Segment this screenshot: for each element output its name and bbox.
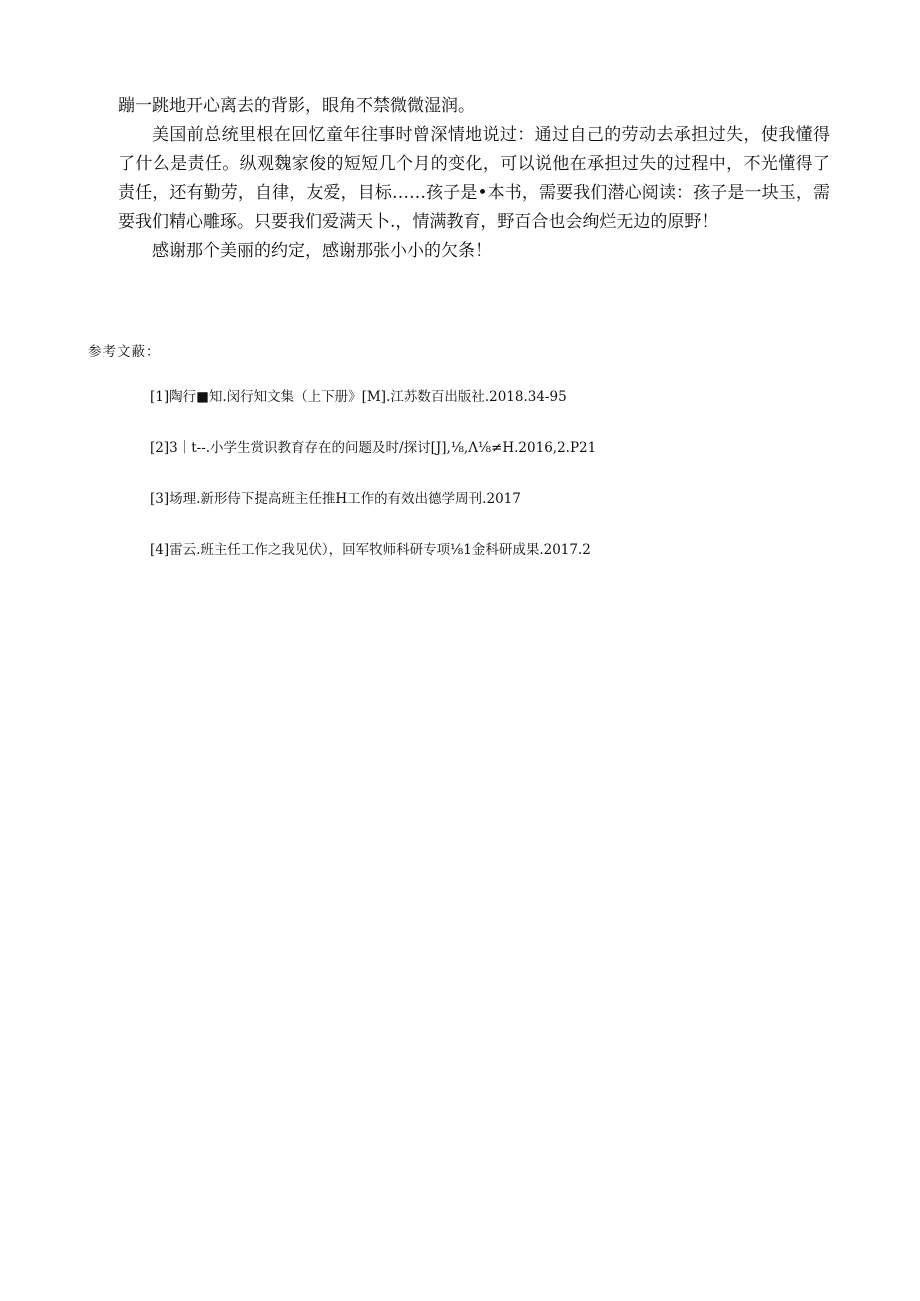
references-list <box>150 385 850 589</box>
body-paragraph-2: 美国前总统里根在回忆童年往事时曾深情地说过：通过自己的劳动去承担过失，使我懂得了什么是责任。纵观魏家俊的短短几个月的变化，可以说他在承担过失的过程中，不光懂得了责任，还有勤劳，自律，友爱，目标……孩子是•本书，需要我们潜心阅读：孩子是一块玉，需要我们精心雕琢。只要我们爱满天卜.，情满教育，野百合也会绚烂无边的原野！ <box>118 125 830 232</box>
body-paragraph-1: 蹦一跳地开心离去的背影，眼角不禁微微湿润。 <box>118 96 475 116</box>
body-text <box>118 92 830 266</box>
reference-item-4: [4]雷云.班主任工作之我见伏），回军牧师科研专项⅛1金科研成果.2017.2 <box>150 542 591 558</box>
reference-item-2: [2]3｜t--.小学生赏识教育存在的问题及时/探讨[J],⅛,Λ⅛≠H.2016,2.P21 <box>150 440 597 456</box>
reference-item-1: [1]陶行■知.闵行知文集（上下册》[M].江苏数百出版社.2018.34-95 <box>150 389 567 405</box>
reference-item-3: [3]场理.新形侍下提高班主任推H工作的有效出德学周刊.2017 <box>150 491 521 507</box>
body-paragraph-3: 感谢那个美丽的约定，感谢那张小小的欠条！ <box>152 241 492 261</box>
references-heading: 参考文蔽： <box>88 344 161 360</box>
